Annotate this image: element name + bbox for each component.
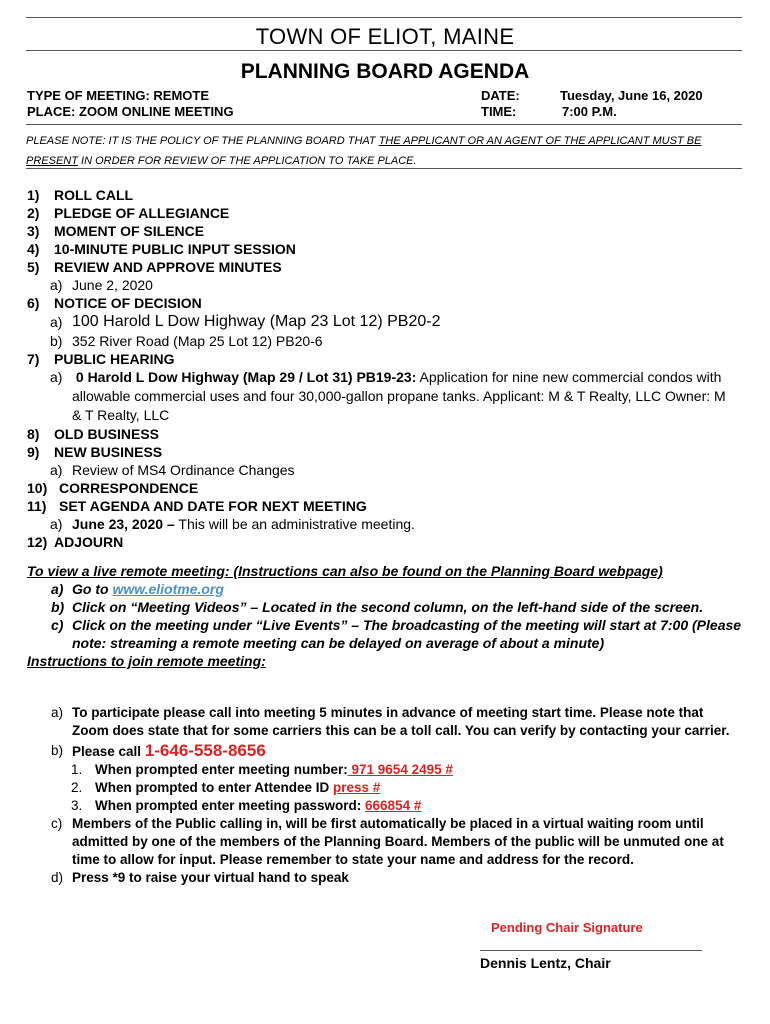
agenda-item [27,240,732,258]
policy-note-text-end: IN ORDER FOR REVIEW OF THE APPLICATION TO TAKE PLACE. [77,155,417,167]
item-label: PLEDGE OF ALLEGIANCE [54,205,230,221]
item-number: 1) [27,187,40,203]
agenda-subitem [27,312,732,332]
item-label: 10-MINUTE PUBLIC INPUT SESSION [54,241,296,257]
item-number: 9) [27,444,40,460]
subitem-letter: a) [50,369,63,385]
remote-viewing-section [27,562,743,670]
agenda-item [27,479,732,497]
agenda-item [27,443,732,461]
step-text: When prompted enter meeting number: [95,762,348,777]
note-rule [26,168,742,169]
item-label: SET AGENDA AND DATE FOR NEXT MEETING [59,498,367,514]
item-number: 10) [27,480,48,496]
instruction-item [27,742,743,761]
step-text: When prompted enter meeting password: [95,798,366,813]
item-label: ADJOURN [54,534,124,550]
step-text: Go to [72,581,113,597]
instruction-text: Members of the Public calling in, will be first automatically be placed in a virtual waiting room until admitted by one of the members of the Planning Board. Members of the public will be unmuted one at time to allow for input. Please remember to state your name and address for the record. [72,816,724,867]
item-number: 11) [27,498,47,514]
instruction-item [27,815,742,869]
item-number: 12) [27,534,48,550]
step-letter: c) [51,617,64,633]
agenda-subitem [27,332,732,350]
item-label: NOTICE OF DECISION [54,295,202,311]
meeting-number: 971 9654 2495 # [347,762,453,777]
instruction-text: Please call [72,744,145,759]
remote-step [27,580,743,598]
time-label: TIME: [481,104,517,119]
next-meeting-date: June 23, 2020 – [72,516,175,532]
subitem-letter: a) [50,462,63,478]
item-label: MOMENT OF SILENCE [54,223,205,239]
subitem-text: 100 Harold L Dow Highway (Map 23 Lot 12) PB20-2 [72,313,441,330]
step-letter: b) [51,599,65,615]
instruction-text: Press *9 to raise your virtual hand to speak [72,870,349,885]
remote-step [27,598,722,616]
remote-heading: To view a live remote meeting: (Instructions can also be found on the Planning Board webpage) [27,563,663,579]
step-text: Click on “Meeting Videos” – Located in the second column, on the left-hand side of the screen. [72,599,704,615]
instruction-letter: b) [51,743,64,758]
agenda-item [27,222,732,240]
item-label: OLD BUSINESS [54,426,160,442]
subitem-letter: b) [50,333,63,349]
item-number: 2) [27,205,40,221]
policy-note-underlined: THE APPLICANT OR AN AGENT OF THE APPLICANT MUST BE PRESENT [26,135,702,167]
agenda-subitem [27,461,732,479]
step-text: When prompted to enter Attendee ID [95,780,334,795]
agenda-subitem [27,276,732,294]
attendee-id: press # [333,780,381,795]
pending-signature: Pending Chair Signature [491,920,643,935]
join-instructions [27,704,743,887]
step-text: Click on the meeting under “Live Events” – The broadcasting of the meeting will start at 7:00 (Please note: streaming a remote meeting can be delayed on average of about a minute) [72,617,742,651]
subitem-text: June 2, 2020 [72,277,153,293]
instruction-letter: a) [51,705,64,720]
subitem-text: This will be an administrative meeting. [174,516,415,532]
item-label: CORRESPONDENCE [59,480,199,496]
item-number: 3) [27,223,40,239]
item-number: 7) [27,351,40,367]
instruction-text: To participate please call into meeting 5 minutes in advance of meeting start time. Please note that Zoom does state that for some carriers this can be a toll call. You can verify by contacting your carrier. [72,705,730,738]
phone-number: 1-646-558-8656 [144,741,266,760]
date-value: Tuesday, June 16, 2020 [560,88,703,103]
meeting-place: PLACE: ZOOM ONLINE MEETING [27,104,234,119]
item-label: PUBLIC HEARING [54,351,175,367]
header-rule [26,50,742,51]
item-number: 8) [27,426,40,442]
agenda-item [27,533,732,551]
numbered-step [27,779,743,797]
hearing-description: Application for nine new commercial condos with allowable commercial uses and four 30,000-gallon propane tanks. Applicant: M & T Realty, LLC Owner: M & T Realty, LLC [72,369,726,423]
subitem-letter: a) [50,277,63,293]
item-label: ROLL CALL [54,187,134,203]
agenda-item [27,294,732,312]
top-rule [26,17,742,18]
remote-step [27,616,742,652]
step-number: 1. [71,762,83,777]
meeting-type: TYPE OF MEETING: REMOTE [27,88,210,103]
agenda-item [27,186,732,204]
agenda-item [27,497,732,515]
instruction-item [27,869,743,887]
agenda-item [27,258,732,276]
step-number: 2. [71,780,83,795]
item-label: REVIEW AND APPROVE MINUTES [54,259,282,275]
instruction-letter: c) [51,816,63,831]
item-label: NEW BUSINESS [54,444,163,460]
agenda-subitem [27,368,732,425]
numbered-step [27,797,743,815]
policy-note-text: PLEASE NOTE: IT IS THE POLICY OF THE PLANNING BOARD THAT [26,135,379,147]
page-title: PLANNING BOARD AGENDA [240,60,530,83]
subitem-text: Review of MS4 Ordinance Changes [72,462,295,478]
time-value: 7:00 P.M. [562,104,617,119]
website-link[interactable]: www.eliotme.org [112,581,224,597]
chair-name: Dennis Lentz, Chair [480,955,611,971]
subitem-letter: a) [50,314,63,330]
agenda-item [27,350,732,368]
step-number: 3. [71,798,83,813]
subitem-text: 352 River Road (Map 25 Lot 12) PB20-6 [72,333,323,349]
agenda-item [27,425,732,443]
numbered-step [27,761,743,779]
agenda-item [27,204,732,222]
item-number: 5) [27,259,40,275]
hearing-title: 0 Harold L Dow Highway (Map 29 / Lot 31) PB19-23: [75,369,417,385]
agenda-subitem [27,515,732,533]
item-number: 4) [27,241,40,257]
step-letter: a) [51,581,64,597]
meeting-password: 666854 # [365,798,422,813]
policy-note [26,131,742,171]
agenda-list [27,186,732,551]
instruction-item [27,704,742,740]
meta-rule [26,124,742,125]
town-heading: TOWN OF ELIOT, MAINE [255,24,515,49]
join-heading: Instructions to join remote meeting: [27,653,266,669]
date-label: DATE: [481,88,520,103]
subitem-letter: a) [50,516,63,532]
signature-line [480,950,702,951]
instruction-letter: d) [51,870,64,885]
item-number: 6) [27,295,40,311]
